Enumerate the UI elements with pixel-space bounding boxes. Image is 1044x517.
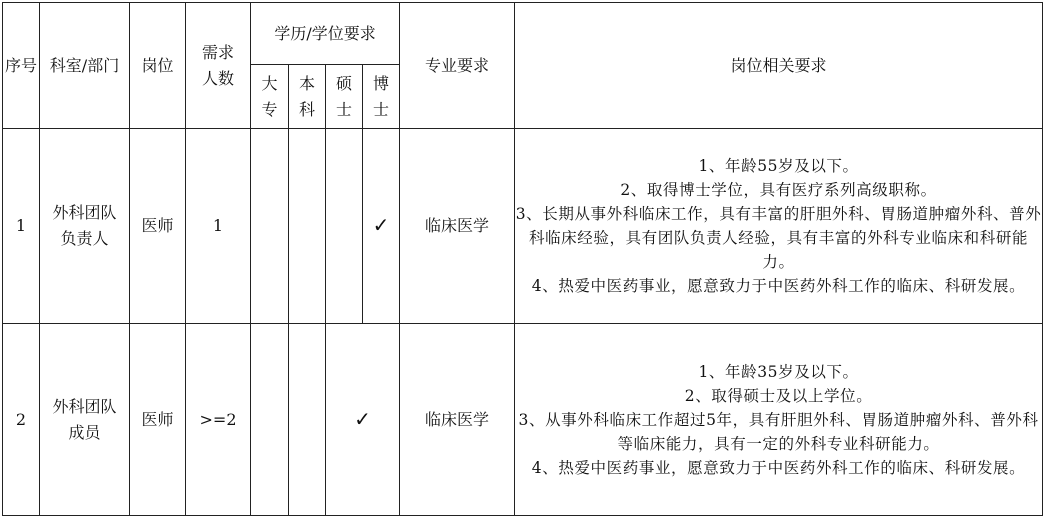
header-edu-char: 本 (298, 73, 315, 93)
header-edu-boshi (363, 65, 400, 129)
header-edu-shuoshi (326, 65, 363, 129)
table-row (3, 324, 1043, 516)
requirement-item: 1、年龄55岁及以下。 (698, 157, 859, 175)
row-edu-master-doctor (326, 324, 400, 516)
header-edu-char: 硕 (335, 73, 352, 93)
header-edu-char: 科 (298, 99, 315, 119)
requirement-item: 1、年龄35岁及以下。 (698, 362, 859, 381)
row-major: 临床医学 (400, 129, 515, 324)
recruitment-table (2, 2, 1043, 516)
requirement-item: 4、热爱中医药事业，愿意致力于中医药外科工作的临床、科研发展。 (531, 277, 1026, 295)
row-edu-boshi (363, 129, 400, 324)
row-position: 医师 (130, 129, 186, 324)
row-seq: 2 (3, 324, 40, 516)
requirement-item: 4、热爱中医药事业，愿意致力于中医药外科工作的临床、科研发展。 (531, 458, 1026, 477)
row-seq: 1 (3, 129, 40, 324)
row-edu-dazhuan (251, 324, 289, 516)
row-position: 医师 (130, 324, 186, 516)
requirement-item: 3、从事外科临床工作超过5年，具有肝胆外科、胃肠道肿瘤外科、普外科等临床能力，具有一定的外科专业科研能力。 (518, 410, 1039, 453)
requirement-item: 3、长期从事外科临床工作，具有丰富的肝胆外科、胃肠道肿瘤外科、普外科临床经验，具有团队负责人经验，具有丰富的外科专业临床和科研能力。 (515, 205, 1042, 271)
row-dept-line2: 成员 (68, 422, 101, 442)
row-requirements (515, 324, 1043, 516)
header-edu-char: 士 (373, 99, 390, 119)
header-edu-char: 士 (335, 99, 352, 119)
row-count: >=2 (186, 324, 251, 516)
checkmark-icon: ✓ (372, 213, 390, 237)
row-dept (40, 129, 130, 324)
checkmark-icon: ✓ (354, 406, 371, 431)
row-edu-shuoshi (326, 129, 363, 324)
requirement-item: 2、取得硕士及以上学位。 (684, 386, 873, 405)
header-edu-char: 大 (261, 73, 278, 93)
header-edu-benke (289, 65, 326, 129)
row-edu-dazhuan (251, 129, 289, 324)
header-seq: 序号 (3, 3, 40, 129)
row-count: 1 (186, 129, 251, 324)
header-major: 专业要求 (400, 3, 515, 129)
row-edu-benke (289, 129, 326, 324)
header-requirements: 岗位相关要求 (515, 3, 1043, 129)
header-count-line2: 人数 (201, 68, 234, 88)
header-edu-dazhuan (251, 65, 289, 129)
row-requirements (515, 129, 1043, 324)
header-edu-group: 学历/学位要求 (251, 3, 400, 65)
header-position: 岗位 (130, 3, 186, 129)
header-count (186, 3, 251, 129)
requirement-item: 2、取得博士学位，具有医疗系列高级职称。 (620, 181, 937, 199)
row-dept-line1: 外科团队 (52, 203, 117, 222)
header-edu-char: 博 (373, 73, 390, 93)
header-edu-char: 专 (261, 99, 278, 119)
header-dept: 科室/部门 (40, 3, 130, 129)
row-dept-line2: 负责人 (60, 229, 109, 248)
row-dept-line1: 外科团队 (52, 396, 117, 416)
table-row (3, 129, 1043, 324)
row-major: 临床医学 (400, 324, 515, 516)
header-row (3, 3, 1043, 65)
row-edu-benke (289, 324, 326, 516)
header-count-line1: 需求 (201, 42, 234, 62)
row-dept (40, 324, 130, 516)
